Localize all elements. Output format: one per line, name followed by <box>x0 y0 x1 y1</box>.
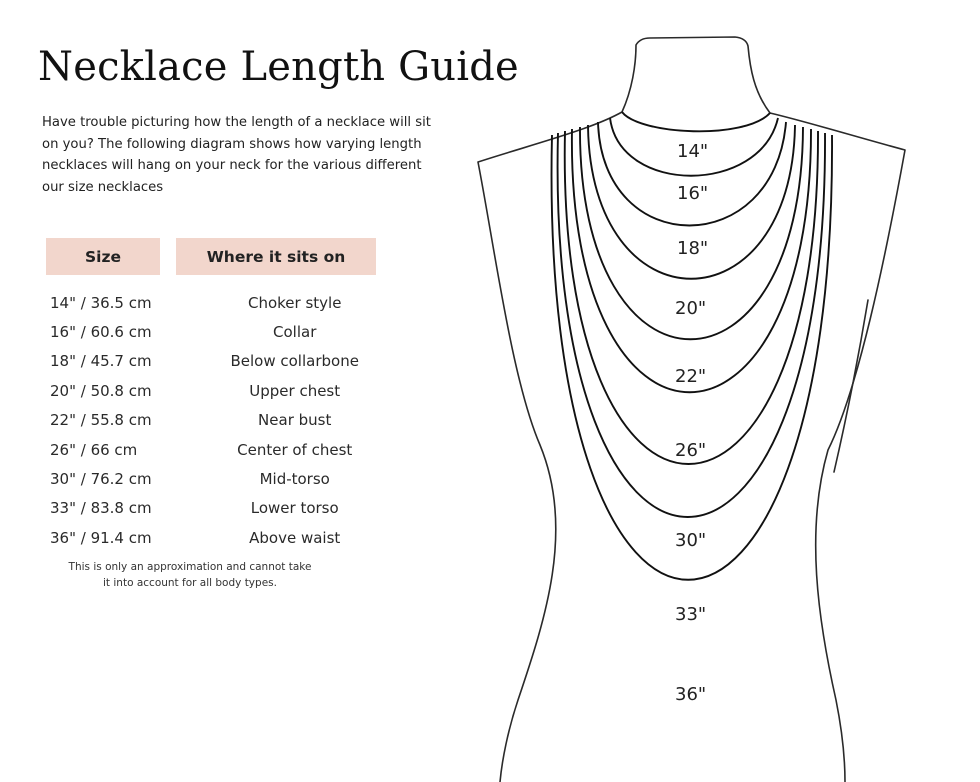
size-cell: 18" / 45.7 cm <box>50 352 152 371</box>
size-cell: 33" / 83.8 cm <box>50 499 152 518</box>
table-row <box>40 317 400 346</box>
where-cell: Below collarbone <box>230 352 359 371</box>
length-label-16: 16" <box>677 183 709 204</box>
where-cell: Collar <box>273 323 317 342</box>
table-row <box>40 435 400 464</box>
size-cell: 14" / 36.5 cm <box>50 293 152 312</box>
where-cell: Choker style <box>247 293 342 312</box>
disclaimer-line: it into account for all body types. <box>103 577 277 589</box>
arm-line-right <box>834 300 868 472</box>
size-cell: 30" / 76.2 cm <box>50 470 152 489</box>
length-label-26: 26" <box>675 440 707 461</box>
neck-outline <box>622 37 770 113</box>
page-title: Necklace Length Guide <box>38 44 519 90</box>
size-header-label: Size <box>84 247 121 266</box>
table-row <box>40 523 400 552</box>
length-label-22: 22" <box>675 366 707 387</box>
where-column-header <box>176 238 376 275</box>
where-header-label: Where it sits on <box>206 247 346 266</box>
size-cell: 26" / 66 cm <box>50 440 138 459</box>
where-cell: Lower torso <box>250 499 339 518</box>
length-label-30: 30" <box>675 530 707 551</box>
torso-outline-right <box>770 113 905 782</box>
where-cell: Mid-torso <box>259 470 330 489</box>
disclaimer-line: This is only an approximation and cannot take <box>68 561 312 573</box>
length-label-14: 14" <box>677 141 709 162</box>
length-label-33: 33" <box>675 604 707 625</box>
size-cell: 22" / 55.8 cm <box>50 411 152 430</box>
mannequin-diagram <box>460 0 980 782</box>
length-label-36: 36" <box>675 684 707 705</box>
where-cell: Upper chest <box>249 381 341 400</box>
torso-outline-left <box>478 112 622 782</box>
length-label-20: 20" <box>675 298 707 319</box>
size-cell: 36" / 91.4 cm <box>50 528 152 547</box>
necklace-18 <box>598 122 786 226</box>
length-table <box>40 288 400 553</box>
size-column-header <box>46 238 160 275</box>
table-row <box>40 406 400 435</box>
table-row <box>40 464 400 493</box>
where-cell: Center of chest <box>237 440 353 459</box>
intro-text: Have trouble picturing how the length of a necklace will sit on you? The following diagram shows how varying length necklaces will hang on your neck for the various different our size necklaces <box>42 115 431 195</box>
table-row <box>40 376 400 405</box>
size-cell: 16" / 60.6 cm <box>50 323 152 342</box>
table-row <box>40 494 400 523</box>
where-cell: Above waist <box>249 528 341 547</box>
table-row <box>40 347 400 376</box>
table-row <box>40 288 400 317</box>
length-label-18: 18" <box>677 238 709 259</box>
size-cell: 20" / 50.8 cm <box>50 381 152 400</box>
where-cell: Near bust <box>258 411 332 430</box>
necklace-14 <box>622 112 770 131</box>
disclaimer <box>40 559 340 591</box>
